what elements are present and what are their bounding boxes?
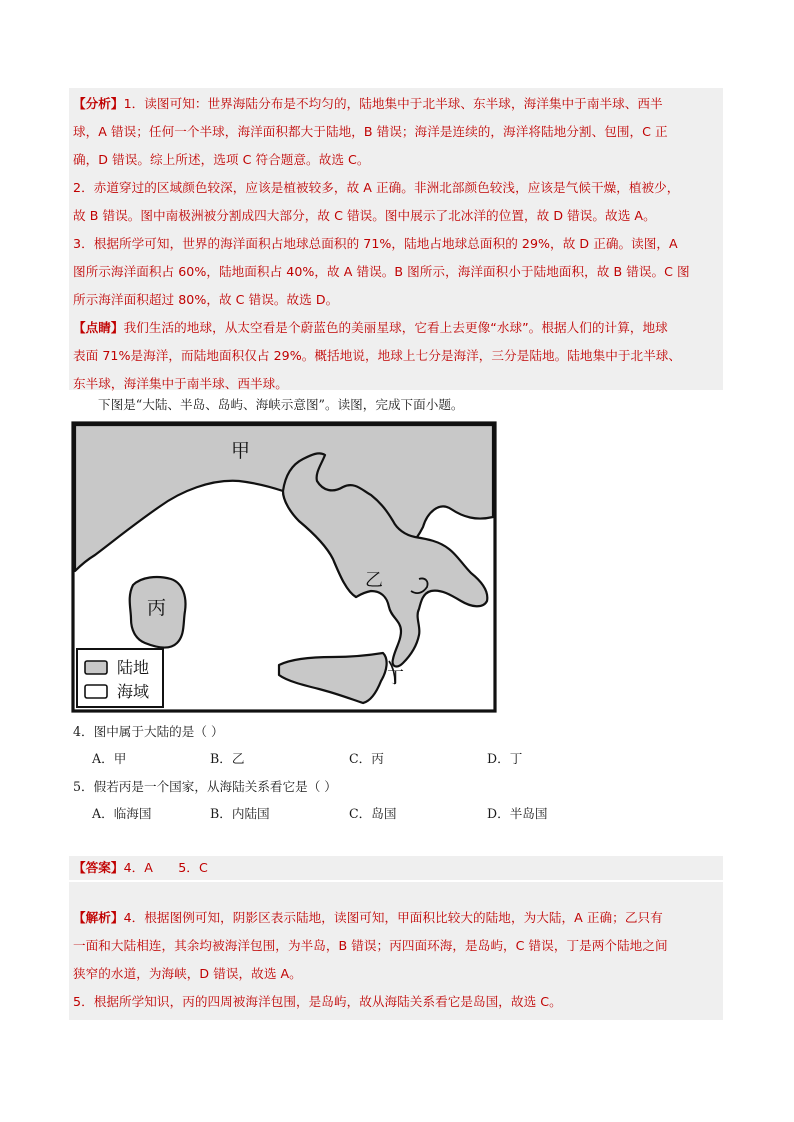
question-4-option-a[interactable]: A．甲: [92, 751, 127, 766]
label-bing: 丙: [147, 597, 167, 619]
question-4-stem: 4．图中属于大陆的是（ ）: [73, 724, 224, 739]
question-5-option-c[interactable]: C．岛国: [349, 806, 397, 821]
question-5-option-b[interactable]: B．内陆国: [210, 806, 270, 821]
dianjing-line-3: 东半球，海洋集中于南半球、西半球。: [73, 376, 288, 391]
label-jia: 甲: [231, 440, 251, 462]
question-5-option-d[interactable]: D．半岛国: [487, 806, 548, 821]
analysis-tag: 【分析】: [73, 96, 124, 111]
analysis-line-4: 2．赤道穿过的区域颜色较深，应该是植被较多，故 A 正确。非洲北部颜色较浅，应该是气候干燥，植被少，: [73, 180, 680, 195]
dianjing-tag: 【点睛】: [73, 320, 124, 335]
legend-land-label: 陆地: [117, 658, 150, 677]
question-4-option-c[interactable]: C．丙: [349, 751, 384, 766]
analysis-line-8: 所示海洋面积超过 80%，故 C 错误。故选 D。: [73, 292, 339, 307]
answer-line: [73, 854, 723, 882]
explain-line-3: 狭窄的水道，为海峡，D 错误，故选 A。: [73, 966, 302, 981]
analysis-line-7: 图所示海洋面积占 60%，陆地面积占 40%，故 A 错误。B 图所示，海洋面积小于陆地面积，故 B 错误。C 图: [73, 264, 690, 279]
dianjing-line-2: 表面 71%是海洋，而陆地面积仅占 29%。概括地说，地球上七分是海洋，三分是陆地。陆地集中于北半球、: [73, 348, 682, 363]
question-group-stem: 下图是“大陆、半岛、岛屿、海峡示意图”。读图，完成下面小题。: [98, 397, 464, 412]
question-5-stem: 5．假若丙是一个国家，从海陆关系看它是（ ）: [73, 779, 337, 794]
answer-block: [73, 854, 723, 882]
question-5-option-a[interactable]: A．临海国: [92, 806, 152, 821]
explain-line-2: 一面和大陆相连，其余均被海洋包围，为半岛，B 错误；丙四面环海，是岛屿，C 错误，丁是两个陆地之间: [73, 938, 668, 953]
analysis-line-3: 确，D 错误。综上所述，选项 C 符合题意。故选 C。: [73, 152, 370, 167]
explain-line-1: 【解析】4．根据图例可知，阴影区表示陆地，读图可知，甲面积比较大的陆地，为大陆，A 正确；乙只有: [73, 910, 663, 925]
dianjing-line-1: 【点睛】我们生活的地球，从太空看是个蔚蓝色的美丽星球，它看上去更像“水球”。根据人们的计算，地球: [73, 320, 668, 335]
label-yi: 乙: [365, 570, 383, 591]
analysis-line-5: 故 B 错误。图中南极洲被分割成四大部分，故 C 错误。图中展示了北冰洋的位置，故 D 错误。故选 A。: [73, 208, 656, 223]
label-ding: 丁: [387, 668, 404, 688]
explain-tag: 【解析】: [73, 910, 124, 925]
analysis-block: [73, 90, 723, 398]
map-svg: [71, 421, 497, 713]
question-4-option-b[interactable]: B．乙: [210, 751, 245, 766]
answer-tag: 【答案】: [73, 860, 124, 875]
legend-sea-swatch: [85, 685, 107, 698]
legend-sea-label: 海域: [117, 682, 150, 701]
analysis-line-2: 球，A 错误；任何一个半球，海洋面积都大于陆地，B 错误；海洋是连续的，海洋将陆地分割、包围，C 正: [73, 124, 668, 139]
explain-block: [73, 904, 723, 1016]
explain-line-4: 5．根据所学知识，丙的四周被海洋包围，是岛屿，故从海陆关系看它是岛国，故选 C。: [73, 994, 562, 1009]
answer-text: 4．A 5．C: [123, 860, 208, 875]
question-4-option-d[interactable]: D．丁: [487, 751, 523, 766]
map-figure: [71, 421, 497, 713]
analysis-line-1: 【分析】1．读图可知：世界海陆分布是不均匀的，陆地集中于北半球、东半球，海洋集中于南半球、西半: [73, 96, 663, 111]
legend-land-swatch: [85, 661, 107, 674]
analysis-line-6: 3．根据所学可知，世界的海洋面积占地球总面积的 71%，陆地占地球总面积的 29%，故 D 正确。读图，A: [73, 236, 678, 251]
